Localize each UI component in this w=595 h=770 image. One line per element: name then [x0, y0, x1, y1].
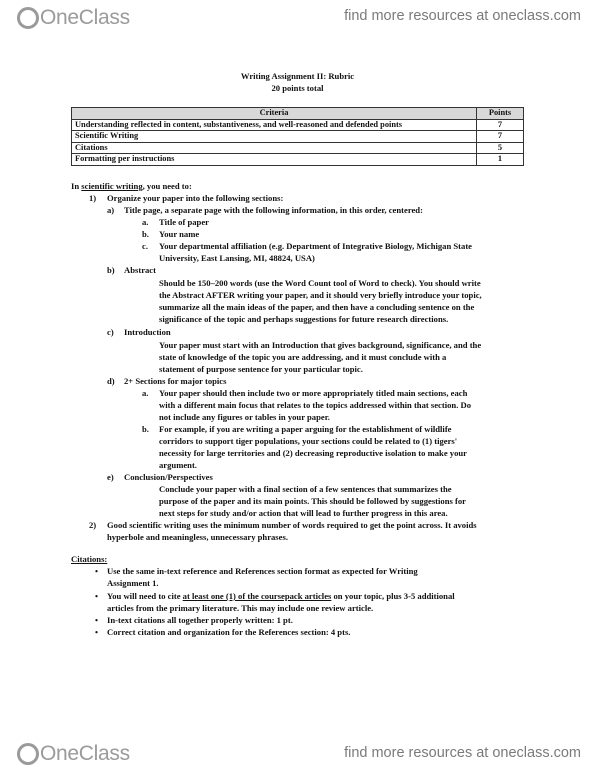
- abstract-text: summarize all the main ideas of the paper, and then have a concluding sentence on the: [159, 302, 475, 312]
- example-text: argument.: [159, 460, 197, 470]
- sections-text: not include any figures or tables in your paper.: [159, 412, 330, 422]
- section-1-text: Organize your paper into the following sections:: [107, 193, 284, 203]
- logo-text: OneClass: [40, 742, 130, 765]
- logo-text: OneClass: [40, 6, 130, 29]
- bullet-2-suffix: on your topic, plus 3-5 additional: [331, 591, 455, 601]
- find-more-resources-link[interactable]: find more resources at oneclass.com: [344, 745, 581, 761]
- affiliation-text: Your departmental affiliation (e.g. Department of Integrative Biology, Michigan State: [159, 241, 472, 251]
- intro-suffix: , you need to:: [142, 181, 192, 191]
- conclusion-heading: Conclusion/Perspectives: [124, 472, 213, 482]
- affiliation-text: University, East Lansing, MI, 48824, USA): [159, 253, 315, 263]
- introduction-text: statement of purpose sentence for your particular topic.: [159, 364, 363, 374]
- rubric-header-row: [72, 108, 524, 120]
- title-of-paper-text: Title of paper: [159, 217, 209, 227]
- doc-title: Writing Assignment II: Rubric: [240, 71, 355, 81]
- oneclass-logo[interactable]: [17, 742, 130, 766]
- criteria-header: Criteria: [72, 108, 477, 120]
- example-text: For example, if you are writing a paper arguing for the establishment of wildlife: [159, 424, 452, 434]
- intro-line: [71, 181, 192, 193]
- logo-ring-icon: [17, 7, 39, 29]
- oneclass-logo[interactable]: [17, 6, 130, 30]
- item-number: c.: [142, 241, 148, 251]
- bullet-2-prefix: You will need to cite: [107, 591, 183, 601]
- intro-prefix: In: [71, 181, 82, 191]
- criteria-cell: Formatting per instructions: [72, 154, 477, 166]
- sections-text: with a different main focus that relates to the topics addressed within that section. Do: [159, 400, 471, 410]
- table-row: [72, 142, 524, 154]
- find-more-resources-link[interactable]: find more resources at oneclass.com: [344, 8, 581, 24]
- citation-bullet-1-cont: Assignment 1.: [107, 578, 159, 588]
- criteria-cell: Understanding reflected in content, substantiveness, and well-reasoned and defended points: [72, 119, 477, 131]
- item-number: a): [107, 205, 115, 215]
- sections-heading: 2+ Sections for major topics: [124, 376, 227, 386]
- criteria-cell: Scientific Writing: [72, 131, 477, 143]
- section-2-text: Good scientific writing uses the minimum number of words required to get the point across. It avoids: [107, 520, 477, 530]
- conclusion-text: Conclude your paper with a final section of a few sentences that summarizes the: [159, 484, 452, 494]
- title-page-text: Title page, a separate page with the following information, in this order, centered:: [124, 205, 423, 215]
- conclusion-text: next steps for study and/or action that will lead to further progress in this area.: [159, 508, 448, 518]
- item-number: b): [107, 265, 115, 275]
- item-number: a.: [142, 388, 149, 398]
- citation-bullet-4: • Correct citation and organization for the References section: 4 pts.: [107, 627, 350, 639]
- table-row: [72, 131, 524, 143]
- coursepack-articles-emphasis: at least one (1) of the coursepack articles: [182, 591, 332, 601]
- section-2-text: hyperbole and meaningless, unnecessary phrases.: [107, 532, 288, 542]
- site-header: [0, 0, 595, 36]
- citations-heading: Citations:: [71, 554, 108, 564]
- introduction-heading: Introduction: [124, 327, 171, 337]
- example-text: necessity for large territories and (2) decreasing reproductive isolation to make your: [159, 448, 467, 458]
- citation-bullet-2: [107, 591, 455, 603]
- scientific-writing-link[interactable]: scientific writing: [81, 181, 143, 191]
- conclusion-text: purpose of the paper and its main points. This should be followed by suggestions for: [159, 496, 466, 506]
- doc-subtitle: 20 points total: [271, 83, 324, 93]
- points-cell: 1: [477, 154, 524, 166]
- item-number: b.: [142, 424, 149, 434]
- sections-text: Your paper should then include two or more appropriately titled main sections, each: [159, 388, 468, 398]
- rubric-table: [71, 107, 524, 166]
- item-number: a.: [142, 217, 149, 227]
- points-cell: 7: [477, 119, 524, 131]
- abstract-text: Should be 150–200 words (use the Word Count tool of Word to check). You should write: [159, 278, 481, 288]
- abstract-text: significance of the topic and perhaps suggestions for future research directions.: [159, 314, 449, 324]
- table-row: [72, 154, 524, 166]
- table-row: [72, 119, 524, 131]
- example-text: corridors to support tiger populations, your sections could be related to (1) tigers': [159, 436, 458, 446]
- site-footer: [0, 735, 595, 770]
- item-number: d): [107, 376, 115, 386]
- introduction-text: Your paper must start with an Introduction that gives background, significance, and the: [159, 340, 482, 350]
- citation-bullet-2-cont: articles from the primary literature. This may include one review article.: [107, 603, 374, 613]
- item-number: e): [107, 472, 114, 482]
- citation-bullet-3: • In-text citations all together properly written: 1 pt.: [107, 615, 293, 627]
- points-cell: 5: [477, 142, 524, 154]
- logo-ring-icon: [17, 743, 39, 765]
- criteria-cell: Citations: [72, 142, 477, 154]
- introduction-text: state of knowledge of the topic you are addressing, and it must conclude with a: [159, 352, 447, 362]
- item-number: 1): [89, 193, 97, 203]
- points-cell: 7: [477, 131, 524, 143]
- item-number: b.: [142, 229, 149, 239]
- your-name-text: Your name: [159, 229, 200, 239]
- citation-bullet-1: • Use the same in-text reference and References section format as expected for Writing: [107, 566, 418, 578]
- item-number: c): [107, 327, 114, 337]
- abstract-heading: Abstract: [124, 265, 156, 275]
- item-number: 2): [89, 520, 97, 530]
- abstract-text: the Abstract AFTER writing your paper, and it should very briefly introduce your topic,: [159, 290, 482, 300]
- points-header: Points: [477, 108, 524, 120]
